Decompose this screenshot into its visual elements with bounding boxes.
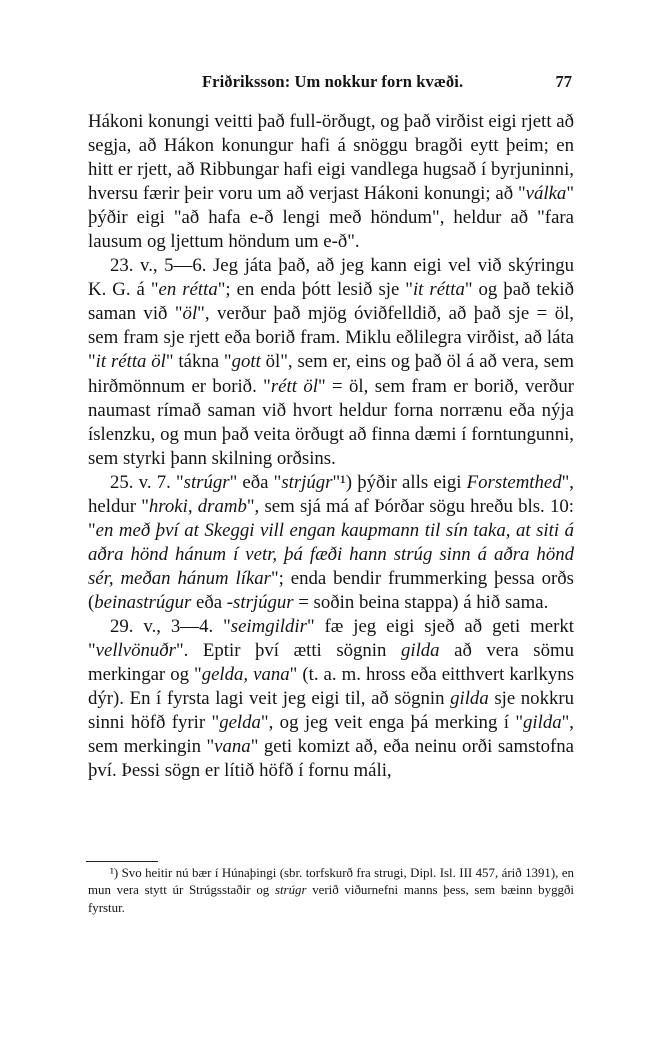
text-run: ¹) Svo heitir nú bær í Húnaþingi (sbr. torfskurð fra strugi, Dipl. Isl. III 457, árið 1391), en mun vera stytt úr Strúgsstaðir og xyxy=(88,866,574,898)
italic-text: seimgildir xyxy=(230,615,307,637)
paragraph xyxy=(88,110,574,254)
text-run: 29. v., 3—4. " xyxy=(110,615,231,637)
text-run: " tákna " xyxy=(165,351,232,373)
italic-text: gelda xyxy=(219,712,261,734)
body-text xyxy=(88,110,574,783)
text-run: " (t. a. m. hross eða eitthvert karlkyns dýr). En í fyrsta lagi veit jeg eigi til, að sögnin xyxy=(88,664,574,710)
italic-text: hroki, dramb xyxy=(148,495,247,517)
text-run: ", heldur " xyxy=(88,471,574,517)
italic-text: vana xyxy=(214,736,251,758)
text-run: = soðin beina stappa) á hið sama. xyxy=(293,591,549,613)
paragraph xyxy=(88,471,574,615)
text-run: " fæ jeg eigi sjeð að geti merkt " xyxy=(88,615,574,662)
text-run: "; enda bendir frummerking þessa orðs ( xyxy=(88,567,574,613)
text-run: ", sem merkingin " xyxy=(88,712,574,758)
text-run: " eða " xyxy=(229,471,282,493)
italic-text: Forstemthed xyxy=(466,471,562,493)
text-run: öl", sem er, eins og það öl á að vera, sem hirðmönnum er borið. " xyxy=(88,351,574,397)
italic-text: strúgr xyxy=(274,883,307,898)
italic-text: beinastrúgur xyxy=(94,591,192,613)
text-run: ", sem sjá má af Þórðar sögu hreðu bls. 10: " xyxy=(88,495,575,541)
italic-text: gilda xyxy=(523,712,562,734)
italic-text: gelda, vana xyxy=(201,664,290,686)
text-run: 23. v., 5—6. Jeg játa það, að jeg kann eigi vel við skýringu K. G. á " xyxy=(88,255,574,301)
text-run: 25. v. 7. " xyxy=(110,471,184,493)
italic-text: öl xyxy=(182,303,198,325)
text-run: " þýðir eigi "að hafa e-ð lengi með höndum", heldur að "fara lausum og ljettum höndum um e-ð". xyxy=(88,183,574,253)
italic-text: gilda xyxy=(450,688,489,710)
italic-text: en með því at Skeggi vill engan kaupmann til sín taka, at siti á aðra hönd hánum í vetr, þá fæði hann strúg sinn á aðra hönd sér, meðan hánum líkar xyxy=(88,519,574,589)
italic-text: rétt öl xyxy=(270,375,318,397)
text-run: Hákoni konungi veitti það full-örðugt, og það virðist eigi rjett að segja, að Hákon konungur hafi á snöggu bragði eytt þeim; en hitt er rjett, að Ribbungar hafi eigi vandlega hugsað í byrjuninni, hversu færir þeir voru um að verjast Hákoni konungi; að " xyxy=(88,111,574,205)
italic-text: strjúgr xyxy=(281,471,333,493)
text-run: " = öl, sem fram er borið, verður naumast rímað saman við hvort heldur forna norrænu eða nýja íslenzku, og mun það veita örðugt að finna dæmi í forntungunni, sem styrki þann skilning orðsins. xyxy=(88,375,574,469)
text-run: ", og jeg veit enga þá merking í " xyxy=(260,712,524,734)
italic-text: it rétta öl xyxy=(95,351,166,373)
text-run: " geti komizt að, eða neinu orði samstofna því. Þessi sögn er lítið höfð í fornu máli, xyxy=(88,736,574,782)
text-run: eða xyxy=(191,591,227,613)
footnote xyxy=(88,865,574,917)
text-run: "; en enda þótt lesið sje " xyxy=(217,279,413,301)
italic-text: vellvönuðr xyxy=(95,640,176,662)
paragraph xyxy=(88,615,574,783)
text-run: ". Eptir því ætti sögnin xyxy=(176,640,401,662)
running-head: Friðriksson: Um nokkur forn kvæði. xyxy=(202,72,464,91)
italic-text: -strjúgur xyxy=(226,591,294,613)
italic-text: gilda xyxy=(400,640,440,662)
italic-text: en rétta xyxy=(158,279,218,301)
text-run: sje nokkru sinni höfð fyrir " xyxy=(88,688,575,734)
text-run: að vera sömu merkingar og " xyxy=(88,640,574,686)
text-run: verið viðurnefni manns þess, sem bæinn byggði fyrstur. xyxy=(88,883,574,915)
text-run: " og það tekið saman við " xyxy=(88,279,574,325)
footnote-rule xyxy=(86,861,158,862)
italic-text: strúgr xyxy=(183,471,230,493)
paragraph xyxy=(88,254,574,470)
italic-text: gott xyxy=(231,351,261,373)
page-header xyxy=(120,72,572,98)
page-number: 77 xyxy=(555,72,572,91)
italic-text: válka xyxy=(525,183,567,205)
italic-text: it rétta xyxy=(412,279,465,301)
text-run: "¹) þýðir alls eigi xyxy=(332,471,467,493)
text-run: ", verður það mjög óviðfelldið, að það sje = öl, sem fram sje rjett eða borið fram. Miklu eðlilegra virðist, að láta " xyxy=(88,303,574,373)
